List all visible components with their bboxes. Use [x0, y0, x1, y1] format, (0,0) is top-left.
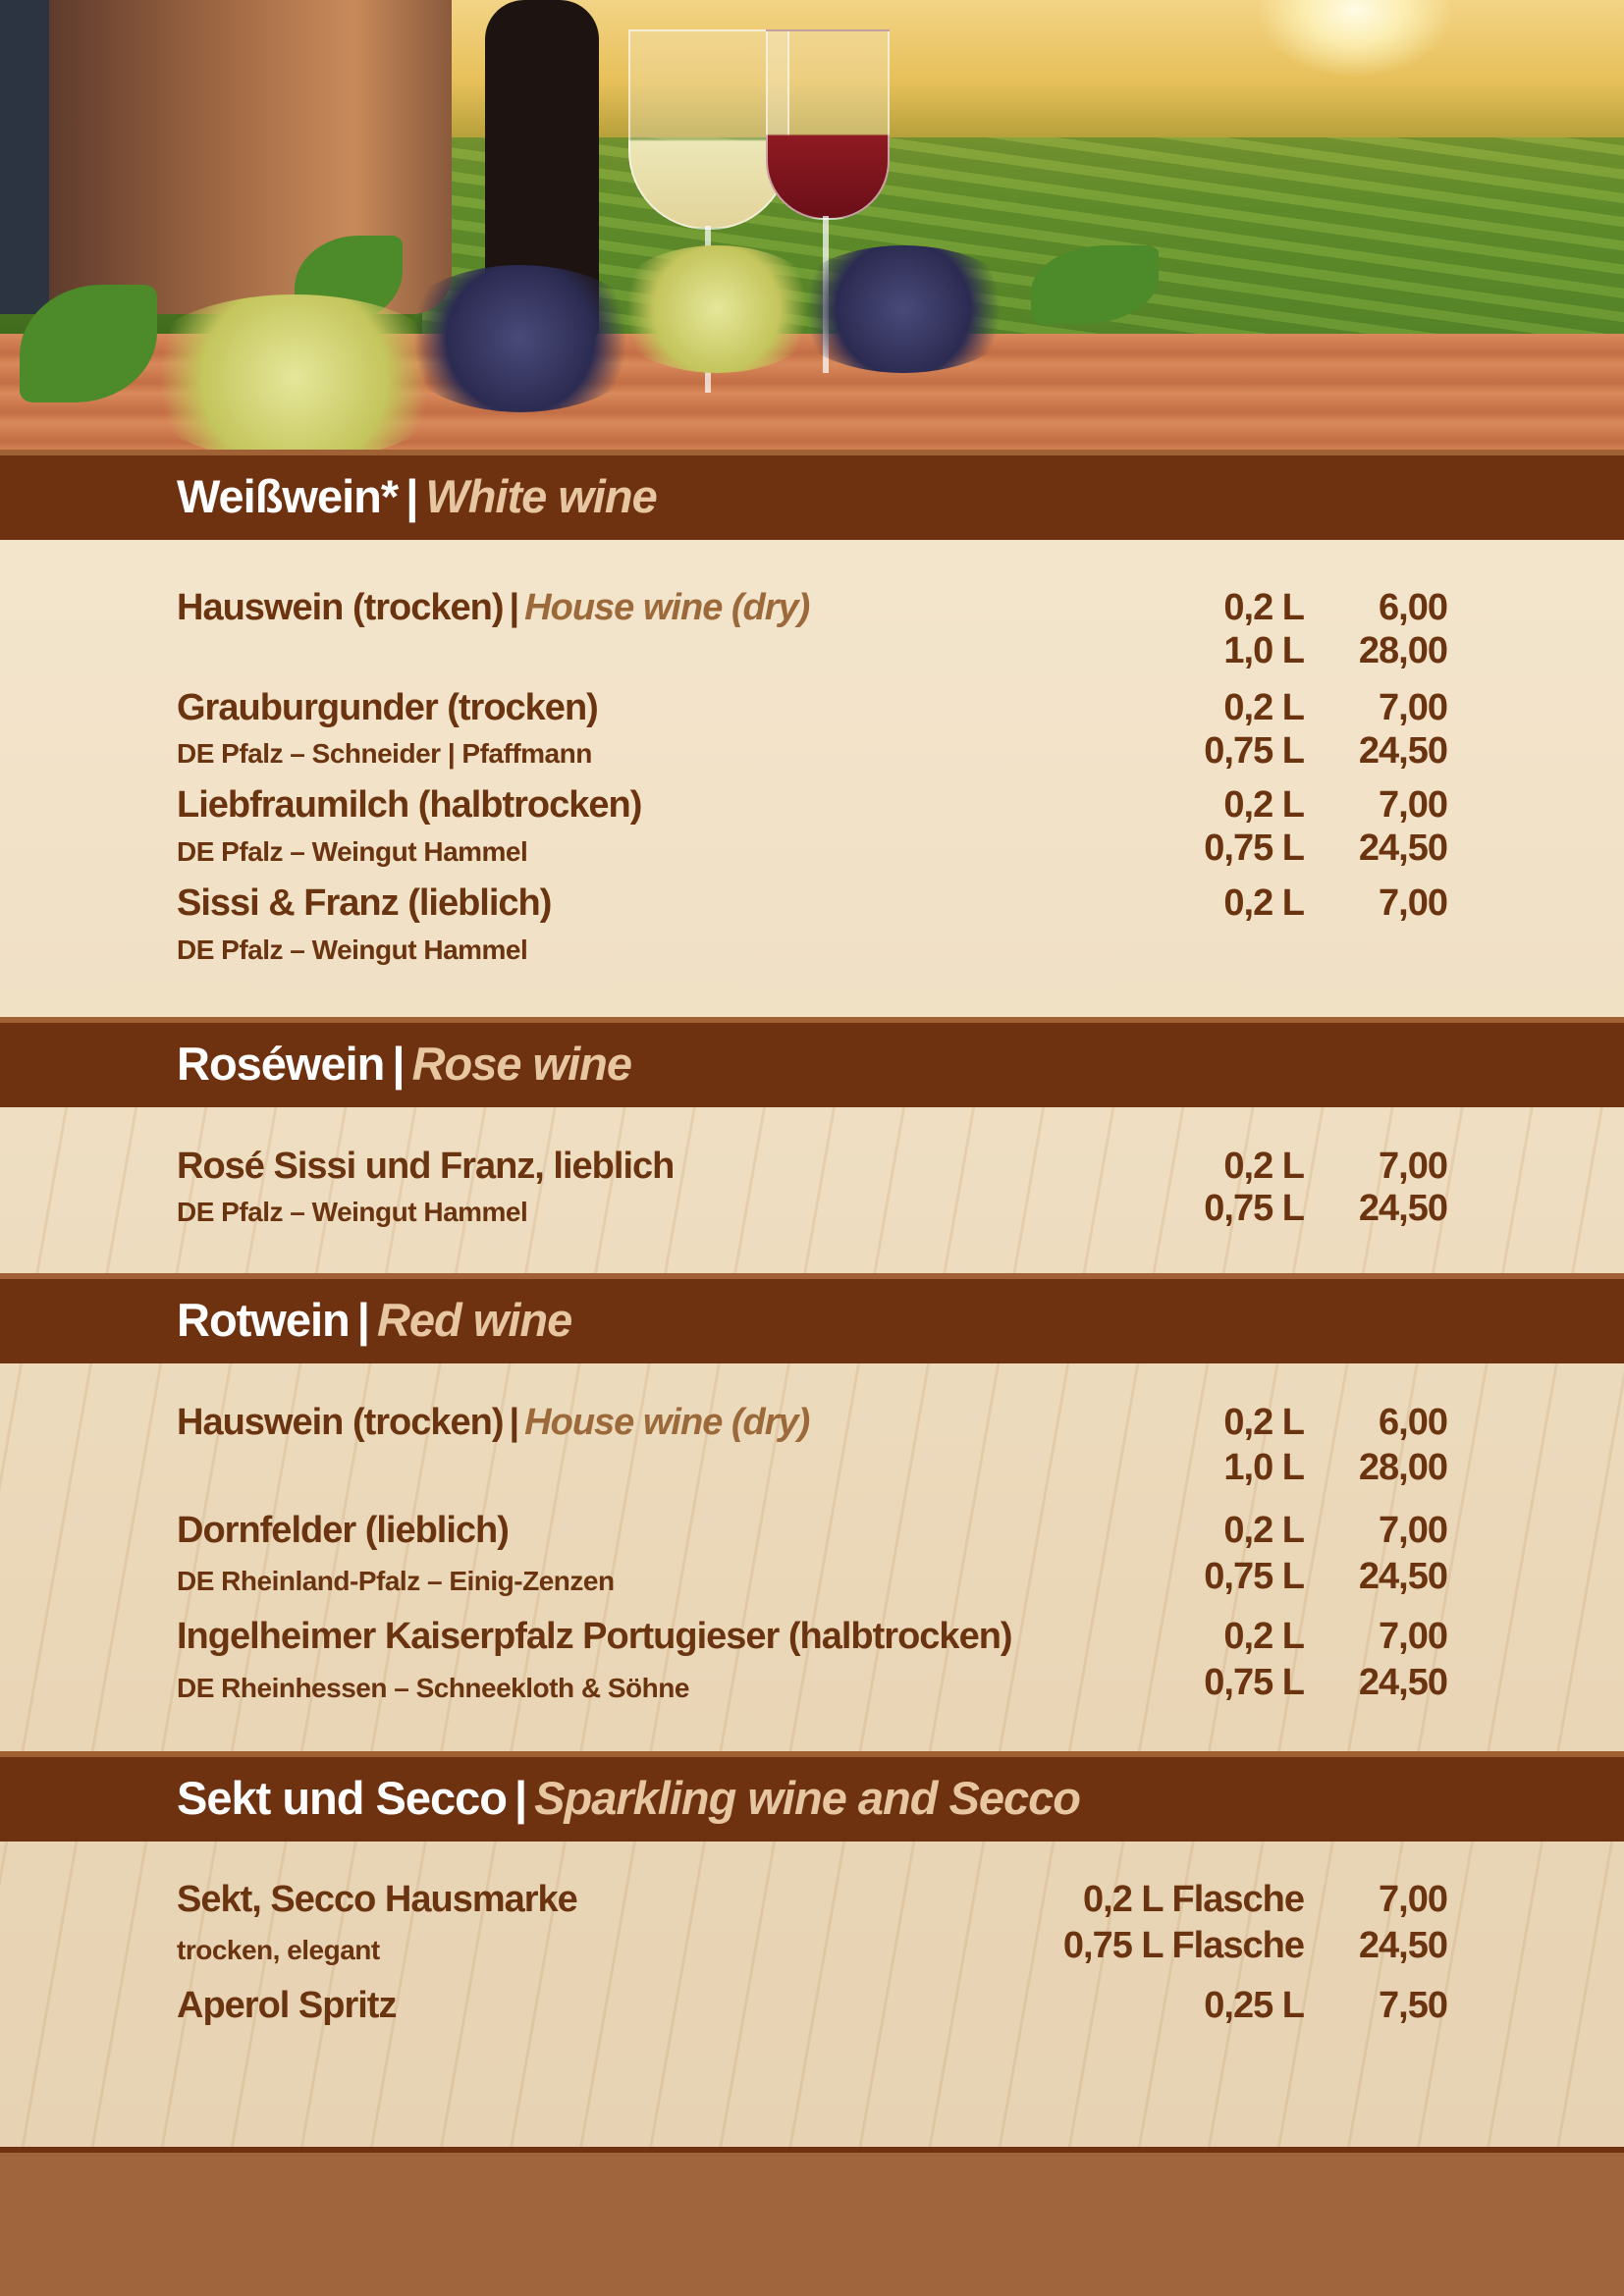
price: 7,50 [1379, 1985, 1447, 2026]
price: 7,00 [1379, 882, 1447, 924]
price: 24,50 [1358, 1556, 1447, 1597]
section-header-red-wine [0, 1273, 1624, 1363]
price: 24,50 [1358, 1188, 1447, 1229]
title-separator: | [392, 1038, 405, 1090]
menu-item-origin: DE Pfalz – Schneider | Pfaffmann [177, 738, 592, 769]
menu-item-origin: DE Pfalz – Weingut Hammel [177, 836, 528, 867]
menu-item-origin: DE Pfalz – Weingut Hammel [177, 1197, 528, 1227]
section-title-de: Sekt und Secco [177, 1772, 507, 1824]
menu-item-origin: DE Rheinhessen – Schneekloth & Söhne [177, 1673, 689, 1703]
price: 28,00 [1358, 1447, 1447, 1488]
menu-item-name: Sissi & Franz (lieblich) [177, 882, 552, 924]
price: 6,00 [1379, 587, 1447, 628]
volume: 0,75 L [1204, 1662, 1304, 1703]
volume: 0,2 L [1223, 687, 1304, 728]
price: 28,00 [1358, 630, 1447, 671]
volume: 0,2 L [1223, 1402, 1304, 1443]
menu-item-name: Rosé Sissi und Franz, lieblich [177, 1146, 675, 1187]
menu-item-name: Ingelheimer Kaiserpfalz Portugieser (halbtrocken) [177, 1616, 1012, 1657]
item-separator: | [509, 587, 519, 628]
menu-item-name: Aperol Spritz [177, 1985, 397, 2026]
section-header-sparkling-wine [0, 1751, 1624, 1842]
purple-grapes [785, 245, 1021, 373]
menu-item-origin: DE Pfalz – Weingut Hammel [177, 934, 528, 965]
price: 7,00 [1379, 687, 1447, 728]
volume: 0,2 L Flasche [1083, 1879, 1304, 1920]
volume: 0,75 L Flasche [1062, 1925, 1304, 1966]
section-title-en: White wine [425, 470, 657, 522]
item-name-en: House wine (dry) [524, 1402, 810, 1443]
price: 7,00 [1379, 1879, 1447, 1920]
volume: 0,2 L [1223, 784, 1304, 826]
menu-item-origin: DE Rheinland-Pfalz – Einig-Zenzen [177, 1566, 615, 1596]
item-separator: | [509, 1402, 519, 1443]
title-separator: | [356, 1294, 369, 1346]
section-title-en: Red wine [376, 1294, 572, 1346]
footer-band [0, 2147, 1624, 2296]
title-separator: | [406, 470, 418, 522]
menu-item-description: trocken, elegant [177, 1935, 380, 1965]
section-header-white-wine [0, 450, 1624, 540]
price: 6,00 [1379, 1402, 1447, 1443]
hero-image [0, 0, 1624, 450]
menu-item-name: Liebfraumilch (halbtrocken) [177, 784, 642, 826]
volume: 1,0 L [1223, 1447, 1304, 1488]
section-title-de: Weißwein* [177, 470, 399, 522]
section-title-en: Rose wine [411, 1038, 632, 1090]
price: 24,50 [1358, 1925, 1447, 1966]
menu-item-name: Grauburgunder (trocken) [177, 687, 598, 728]
menu-item-name: Sekt, Secco Hausmarke [177, 1879, 577, 1920]
volume: 0,2 L [1223, 1146, 1304, 1187]
price: 24,50 [1358, 730, 1447, 772]
price: 24,50 [1358, 828, 1447, 869]
section-title-de: Roséwein [177, 1038, 385, 1090]
price: 24,50 [1358, 1662, 1447, 1703]
section-title [177, 1771, 1080, 1825]
volume: 0,2 L [1223, 882, 1304, 924]
volume: 0,2 L [1223, 1510, 1304, 1551]
purple-grapes [393, 265, 648, 412]
price: 7,00 [1379, 1510, 1447, 1551]
volume: 0,75 L [1204, 828, 1304, 869]
item-name-de: Hauswein (trocken) [177, 1402, 504, 1443]
menu-item-name: Dornfelder (lieblich) [177, 1510, 509, 1551]
title-separator: | [514, 1772, 527, 1824]
volume: 1,0 L [1223, 630, 1304, 671]
section-title [177, 1037, 631, 1091]
price: 7,00 [1379, 784, 1447, 826]
item-name-en: House wine (dry) [524, 587, 810, 628]
section-title [177, 1293, 571, 1347]
volume: 0,2 L [1223, 587, 1304, 628]
volume: 0,75 L [1204, 1188, 1304, 1229]
price: 7,00 [1379, 1146, 1447, 1187]
sun-glow [1257, 0, 1453, 79]
volume: 0,75 L [1204, 1556, 1304, 1597]
price: 7,00 [1379, 1616, 1447, 1657]
section-title [177, 469, 657, 523]
volume: 0,75 L [1204, 730, 1304, 772]
volume: 0,25 L [1204, 1985, 1304, 2026]
section-title-en: Sparkling wine and Secco [534, 1772, 1080, 1824]
barrel-hoop [0, 0, 49, 314]
red-wine-glass [766, 29, 890, 220]
item-name-de: Hauswein (trocken) [177, 587, 504, 628]
section-header-rose-wine [0, 1017, 1624, 1107]
menu-item-name [177, 1402, 809, 1444]
volume: 0,2 L [1223, 1616, 1304, 1657]
section-title-de: Rotwein [177, 1294, 350, 1346]
menu-item-name [177, 587, 809, 629]
